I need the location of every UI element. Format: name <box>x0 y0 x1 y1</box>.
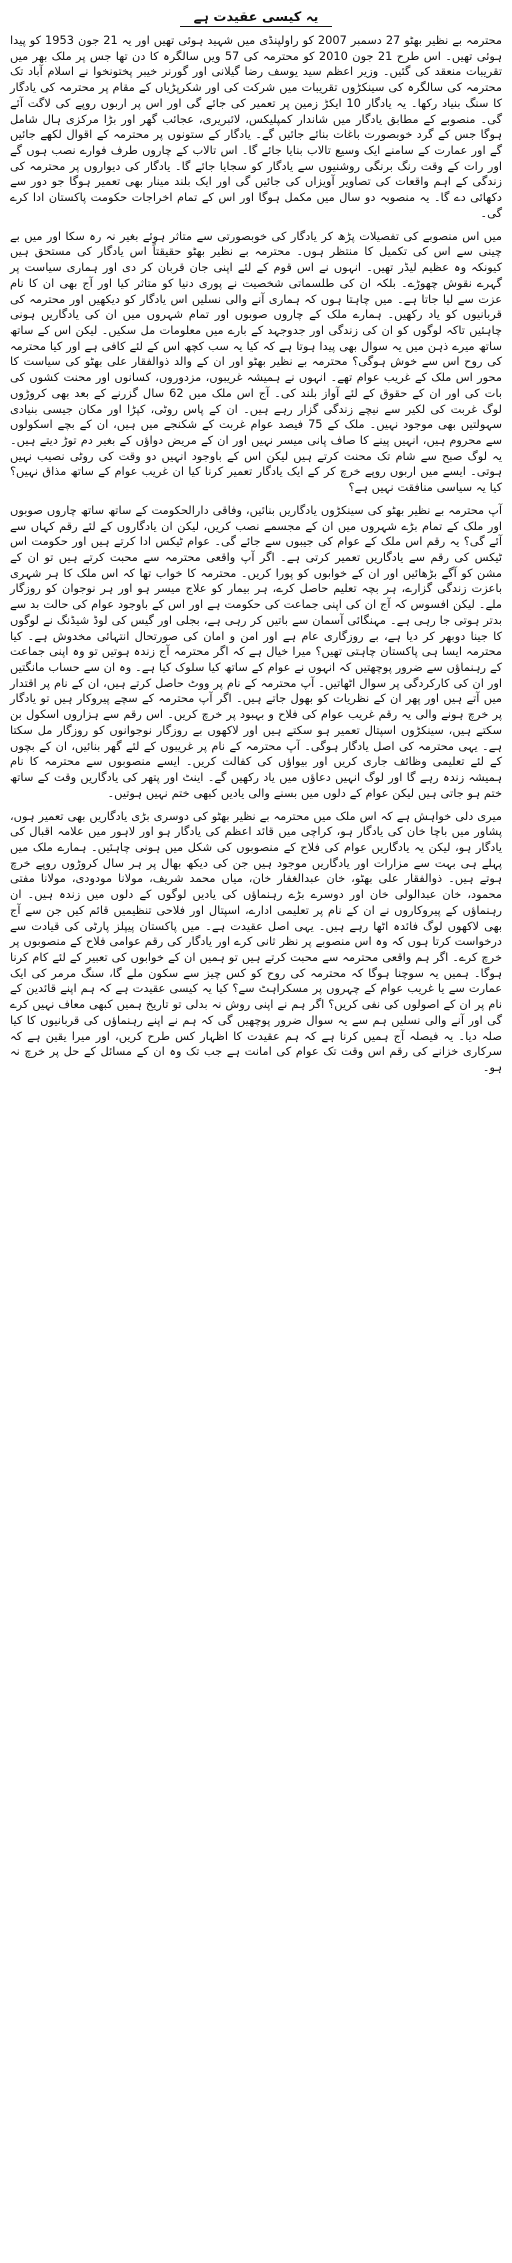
article-headline: یہ کیسی عقیدت ہے <box>180 10 333 27</box>
article-paragraph-1: محترمہ بے نظیر بھٹو 27 دسمبر 2007 کو راولپنڈی میں شہید ہوئی تھیں اور یہ 21 جون 1953 کو پیدا ہوئی تھیں۔ اس طرح 21 جون 2010 کو محترمہ کی 57 ویں سالگرہ کا دن تھا جس پر ملک بھر میں تقریبات منعقد کی گئیں۔ وزیر اعظم سید یوسف رضا گیلانی اور گورنر خیبر پختونخوا نے اسلام آباد تک محترمہ کی سالگرہ کی سینکڑوں تقریبات میں شرکت کی اور شکرپڑیاں کے مقام پر محترمہ کی یادگار کا سنگ بنیاد رکھا۔ یہ یادگار 10 ایکڑ زمین پر تعمیر کی جائے گی اور اس پر اربوں روپے کی لاگت آئے گی۔ منصوبے کے مطابق یادگار میں شاندار کمپلیکس، لائبریری، عجائب گھر اور بڑا مرکزی ہال شامل ہوگا جس کے گرد خوبصورت باغات بنائے جائیں گے۔ یادگار کے ستونوں پر محترمہ کے اقوال لکھے جائیں گے اور عمارت کے سامنے ایک وسیع تالاب بنایا جائے گا۔ اس تالاب کے چاروں طرف فوارے نصب ہوں گے اور رات کے وقت رنگ برنگی روشنیوں سے یادگار کو سجایا جائے گا۔ یادگار کی دیواروں پر محترمہ کی زندگی کے اہم واقعات کی تصاویر آویزاں کی جائیں گی اور ایک بلند مینار بھی تعمیر ہوگا جو دور سے دکھائی دے گا۔ یہ منصوبہ دو سال میں مکمل ہوگا اور اس کے تمام اخراجات حکومت پاکستان ادا کرے گی۔ <box>10 33 503 220</box>
article-paragraph-2: میں اس منصوبے کی تفصیلات پڑھ کر یادگار کی خوبصورتی سے متاثر ہوئے بغیر نہ رہ سکا اور میں بے چینی سے اس کی تکمیل کا منتظر ہوں۔ محترمہ بے نظیر بھٹو حقیقتاً اس یادگار کی مستحق ہیں کیونکہ وہ عظیم لیڈر تھیں۔ انہوں نے اس قوم کے لئے اپنی جان قربان کر دی اور ہماری سیاست پر گہرے نقوش چھوڑے۔ بلکہ ان کی طلسماتی شخصیت نے پوری دنیا کو متاثر کیا اور آج بھی ان کا نام عزت سے لیا جاتا ہے۔ میں چاہتا ہوں کہ ہماری آنے والی نسلیں اس یادگار کو دیکھیں اور محترمہ کی قربانیوں کو یاد رکھیں۔ ہمارے ملک کے چاروں صوبوں اور تمام شہروں میں ان کی یادگاریں ہونی چاہئیں تاکہ لوگوں کو ان کی زندگی اور جدوجہد کے بارے میں معلومات مل سکیں۔ لیکن اس کے ساتھ ساتھ میرے ذہن میں یہ سوال بھی پیدا ہوتا ہے کہ کیا یہ سب کچھ اس کے لئے کافی ہے اور کیا محترمہ کی روح اس سے خوش ہوگی؟ محترمہ بے نظیر بھٹو اور ان کے والد ذوالفقار علی بھٹو کی سیاست کا محور اس ملک کے غریب عوام تھے۔ انہوں نے ہمیشہ غریبوں، مزدوروں، کسانوں اور محنت کشوں کی بات کی اور ان کے حقوق کے لئے آواز بلند کی۔ آج اس ملک میں 62 سال گزرنے کے بعد بھی کروڑوں لوگ غربت کی لکیر سے نیچے زندگی گزار رہے ہیں۔ ان کے پاس روٹی، کپڑا اور مکان جیسی بنیادی سہولتیں بھی موجود نہیں۔ ملک کے 75 فیصد عوام غربت کے شکنجے میں ہیں، ان کے بچے اسکولوں سے محروم ہیں، انہیں پینے کا صاف پانی میسر نہیں اور ان کے مریض دواؤں کے بغیر دم توڑ دیتے ہیں۔ یہ لوگ صبح سے شام تک محنت کرتے ہیں لیکن اس کے باوجود انہیں دو وقت کی روٹی نصیب نہیں ہوتی۔ ایسے میں اربوں روپے خرچ کر کے ایک یادگار تعمیر کرنا کیا ان غریب عوام کے ساتھ مذاق نہیں؟ کیا یہ سیاسی منافقت نہیں ہے؟ <box>10 228 503 495</box>
headline-container <box>10 6 502 27</box>
article-paragraph-3: آپ محترمہ بے نظیر بھٹو کی سینکڑوں یادگاریں بنائیں، وفاقی دارالحکومت کے ساتھ ساتھ چاروں صوبوں اور ملک کے تمام بڑے شہروں میں ان کے مجسمے نصب کریں، لیکن ان یادگاروں کے لئے رقم کہاں سے آئے گی؟ یہ رقم اس ملک کے عوام کی جیبوں سے جائے گی۔ عوام ٹیکس ادا کرتے ہیں اور حکومت اس ٹیکس کی رقم سے یادگاریں تعمیر کرتی ہے۔ اگر آپ واقعی محترمہ سے محبت کرتے ہیں تو ان کے مشن کو آگے بڑھائیں اور ان کے خوابوں کو پورا کریں۔ محترمہ کا خواب تھا کہ اس ملک کا ہر شہری باعزت زندگی گزارے، ہر بچہ تعلیم حاصل کرے، ہر بیمار کو علاج میسر ہو اور ہر نوجوان کو روزگار ملے۔ لیکن افسوس کہ آج ان کی اپنی جماعت کی حکومت ہے اور اس کے باوجود عوام کی حالت بد سے بدتر ہوتی جا رہی ہے۔ مہنگائی آسمان سے باتیں کر رہی ہے، بجلی اور گیس کی لوڈ شیڈنگ نے لوگوں کا جینا دوبھر کر دیا ہے، بے روزگاری عام ہے اور امن و امان کی صورتحال انتہائی مخدوش ہے۔ کیا محترمہ ایسا ہی پاکستان چاہتی تھیں؟ میرا خیال ہے کہ اگر محترمہ آج زندہ ہوتیں تو وہ اپنی جماعت کے رہنماؤں سے ضرور پوچھتیں کہ انہوں نے عوام کے ساتھ کیا سلوک کیا ہے۔ وہ ان سے حساب مانگتیں اور ان کی کارکردگی پر سوال اٹھاتیں۔ آپ محترمہ کے نام پر ووٹ حاصل کرتے ہیں، ان کے نام پر اقتدار میں آتے ہیں اور پھر ان کے نظریات کو بھول جاتے ہیں۔ اگر آپ محترمہ کے سچے پیروکار ہیں تو یادگار پر خرچ ہونے والی یہ رقم غریب عوام کی فلاح و بہبود پر خرچ کریں۔ اس رقم سے ہزاروں اسکول بن سکتے ہیں، سینکڑوں اسپتال تعمیر ہو سکتے ہیں اور لاکھوں بے روزگار نوجوانوں کو روزگار مل سکتا ہے۔ یہی محترمہ کی اصل یادگار ہوگی۔ آپ محترمہ کے نام پر غریبوں کے لئے گھر بنائیں، ان کے بچوں کے لئے تعلیمی وظائف جاری کریں اور بیواؤں کی کفالت کریں۔ ایسے منصوبوں سے محترمہ کا نام ہمیشہ زندہ رہے گا اور لوگ انہیں دعاؤں میں یاد رکھیں گے۔ اینٹ اور پتھر کی یادگاریں وقت کے ساتھ ختم ہو جاتی ہیں لیکن عوام کے دلوں میں بسنے والی یادیں کبھی ختم نہیں ہوتیں۔ <box>10 502 502 800</box>
article-paragraph-4: میری دلی خواہش ہے کہ اس ملک میں محترمہ بے نظیر بھٹو کی دوسری بڑی یادگاریں بھی تعمیر ہوں، پشاور میں باچا خان کی یادگار ہو، کراچی میں قائد اعظم کی یادگار ہو اور لاہور میں علامہ اقبال کی یادگار ہو، لیکن یہ یادگاریں عوام کی فلاح کے منصوبوں کی شکل میں ہونی چاہئیں۔ ہمارے ملک میں پہلے ہی بہت سے مزارات اور یادگاریں موجود ہیں جن کی دیکھ بھال پر ہر سال کروڑوں روپے خرچ ہوتے ہیں۔ ذوالفقار علی بھٹو، خان عبدالغفار خان، میاں محمد شریف، مولانا مودودی، مولانا مفتی محمود، خان عبدالولی خان اور دوسرے بڑے رہنماؤں کی یادیں لوگوں کے دلوں میں زندہ ہیں۔ ان رہنماؤں کے پیروکاروں نے ان کے نام پر تعلیمی ادارے، اسپتال اور فلاحی تنظیمیں قائم کیں جن سے آج بھی لاکھوں لوگ فائدہ اٹھا رہے ہیں۔ یہی اصل عقیدت ہے۔ میں پاکستان پیپلز پارٹی کی قیادت سے درخواست کرتا ہوں کہ وہ اس منصوبے پر نظر ثانی کرے اور یادگار کی رقم عوامی فلاح کے منصوبوں پر خرچ کرے۔ اگر ہم واقعی محترمہ سے محبت کرتے ہیں تو ہمیں ان کے خوابوں کی تعبیر کے لئے کام کرنا ہوگا۔ ہمیں یہ سوچنا ہوگا کہ محترمہ کی روح کو کس چیز سے سکون ملے گا، سنگ مرمر کی ایک عمارت سے یا غریب عوام کے چہروں پر مسکراہٹ سے؟ کیا یہ کیسی عقیدت ہے کہ ہم اپنے قائدین کے نام پر ان کے اصولوں کی نفی کریں؟ اگر ہم نے اپنی روش نہ بدلی تو تاریخ ہمیں کبھی معاف نہیں کرے گی اور آنے والی نسلیں ہم سے یہ سوال ضرور پوچھیں گی کہ ہم نے اپنے رہنماؤں کی قربانیوں کا کیا صلہ دیا۔ یہ فیصلہ آج ہمیں کرنا ہے کہ ہم عقیدت کا اظہار کس طرح کریں، اور میرا یقین ہے کہ سرکاری خزانے کی رقم اس وقت تک عوام کی امانت ہے جب تک وہ ان کے مسائل کے حل پر خرچ نہ ہو۔ <box>10 808 502 1074</box>
article-body <box>10 33 502 1076</box>
